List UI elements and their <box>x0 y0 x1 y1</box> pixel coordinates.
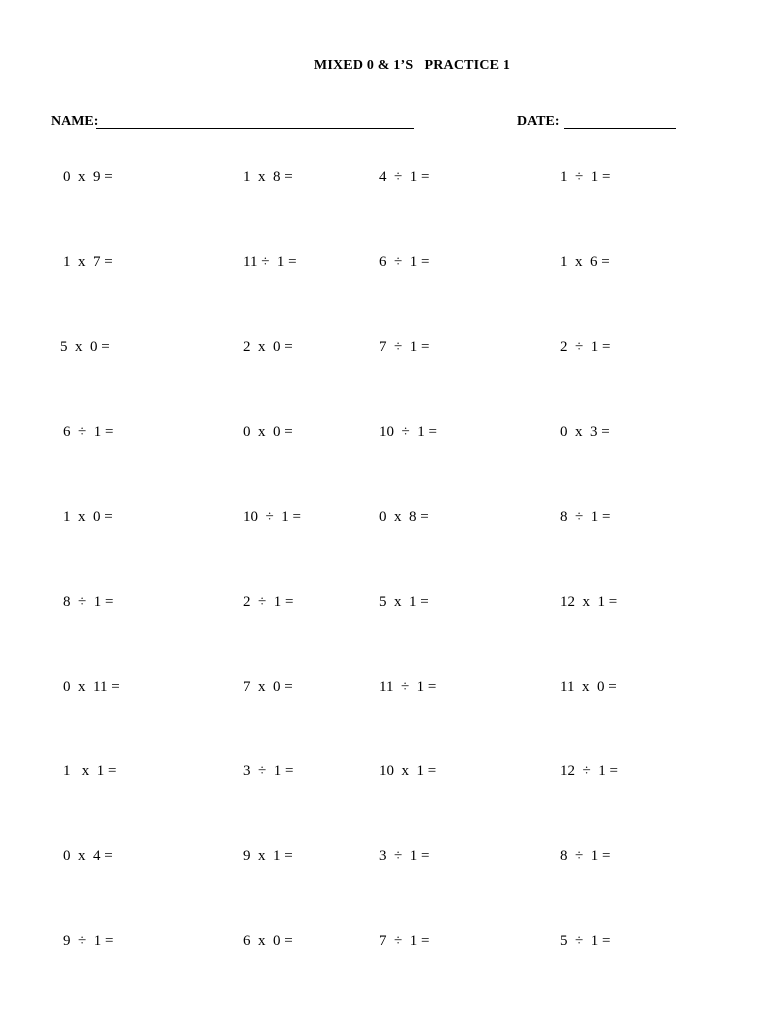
problem: 0 x 8 = <box>379 509 429 525</box>
problem: 12 x 1 = <box>560 594 618 610</box>
problem: 1 x 8 = <box>243 169 293 185</box>
problem: 0 x 11 = <box>63 679 120 695</box>
problem: 0 x 4 = <box>63 848 113 864</box>
problem: 0 x 3 = <box>560 424 610 440</box>
problem: 11 x 0 = <box>560 679 617 695</box>
problem: 9 ÷ 1 = <box>63 933 114 949</box>
problem: 8 ÷ 1 = <box>560 848 611 864</box>
worksheet-title: MIXED 0 & 1’S PRACTICE 1 <box>313 58 511 73</box>
problem: 0 x 9 = <box>63 169 113 185</box>
problem: 6 x 0 = <box>243 933 293 949</box>
problem: 8 ÷ 1 = <box>560 509 611 525</box>
problem: 5 x 1 = <box>379 594 429 610</box>
problem: 10 ÷ 1 = <box>243 509 301 525</box>
problem: 1 x 7 = <box>63 254 113 270</box>
problem: 2 ÷ 1 = <box>243 594 294 610</box>
problem: 7 x 0 = <box>243 679 293 695</box>
problem: 2 ÷ 1 = <box>560 339 611 355</box>
problem: 11 ÷ 1 = <box>243 254 297 270</box>
problem: 1 x 0 = <box>63 509 113 525</box>
problem: 6 ÷ 1 = <box>63 424 114 440</box>
problem: 3 ÷ 1 = <box>243 763 294 779</box>
problem: 6 ÷ 1 = <box>379 254 430 270</box>
problem: 10 x 1 = <box>379 763 437 779</box>
problem: 8 ÷ 1 = <box>63 594 114 610</box>
name-blank-line[interactable] <box>96 128 414 129</box>
problem: 7 ÷ 1 = <box>379 933 430 949</box>
name-label: NAME: <box>51 114 99 129</box>
problem: 9 x 1 = <box>243 848 293 864</box>
problem: 1 x 1 = <box>63 763 117 779</box>
problem: 5 x 0 = <box>60 339 110 355</box>
problem: 10 ÷ 1 = <box>379 424 437 440</box>
problem: 4 ÷ 1 = <box>379 169 430 185</box>
problem: 12 ÷ 1 = <box>560 763 618 779</box>
problem: 5 ÷ 1 = <box>560 933 611 949</box>
date-label: DATE: <box>517 114 560 129</box>
date-blank-line[interactable] <box>564 128 676 129</box>
problem: 1 x 6 = <box>560 254 610 270</box>
problem: 7 ÷ 1 = <box>379 339 430 355</box>
problem: 11 ÷ 1 = <box>379 679 437 695</box>
problem: 2 x 0 = <box>243 339 293 355</box>
problem: 3 ÷ 1 = <box>379 848 430 864</box>
problem: 1 ÷ 1 = <box>560 169 611 185</box>
problem: 0 x 0 = <box>243 424 293 440</box>
